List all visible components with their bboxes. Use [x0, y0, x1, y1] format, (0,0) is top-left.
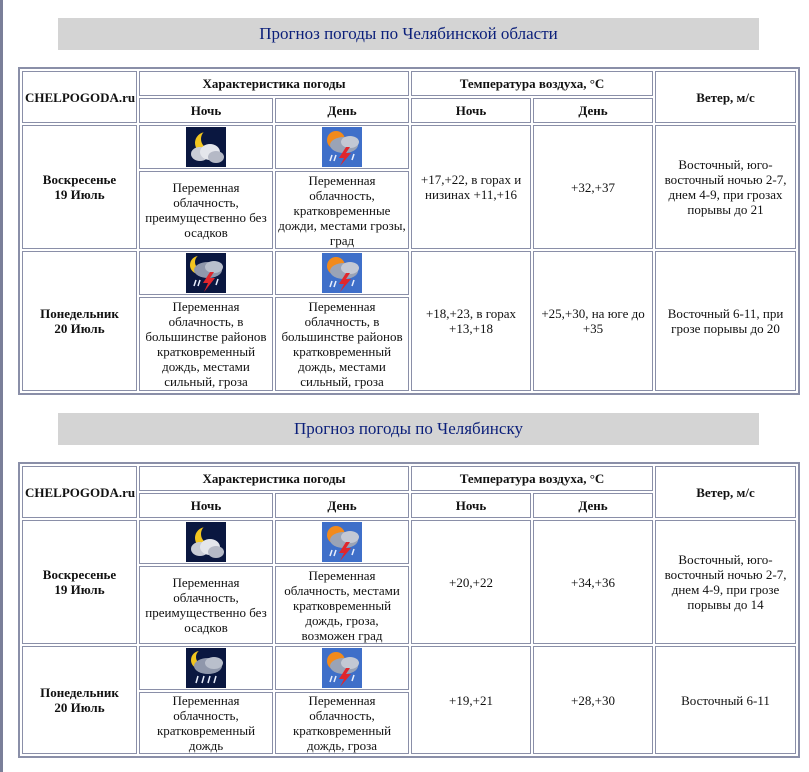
brand-label: CHELPOGODA.ru — [22, 466, 137, 518]
temp-day-value: +25,+30, на юге до +35 — [533, 251, 653, 391]
temp-day-value: +32,+37 — [533, 125, 653, 249]
day-label — [22, 646, 137, 754]
temp-day-header: День — [533, 98, 653, 123]
wind-value: Восточный, юго-восточный ночью 2-7, днем 4-9, при грозе порывы до 14 — [655, 520, 796, 644]
weather-day-header: День — [275, 493, 409, 518]
temperature-header: Температура воздуха, °С — [411, 71, 653, 96]
temp-night-value: +17,+22, в горах и низинах +11,+16 — [411, 125, 531, 249]
temp-day-value: +34,+36 — [533, 520, 653, 644]
weather-night-header: Ночь — [139, 98, 273, 123]
temp-night-value: +19,+21 — [411, 646, 531, 754]
temp-day-value: +28,+30 — [533, 646, 653, 754]
day-label — [22, 520, 137, 644]
temp-day-header: День — [533, 493, 653, 518]
day-description: Переменная облачность, в большинстве районов кратковременный дождь, местами сильный, гроза — [275, 297, 409, 391]
night-description: Переменная облачность, преимущественно без осадков — [139, 566, 273, 644]
temp-night-header: Ночь — [411, 98, 531, 123]
wind-value: Восточный 6-11, при грозе порывы до 20 — [655, 251, 796, 391]
night-description: Переменная облачность, кратковременный дождь — [139, 692, 273, 754]
temp-night-value: +18,+23, в горах +13,+18 — [411, 251, 531, 391]
day-name: Воскресенье — [42, 567, 117, 582]
temp-night-header: Ночь — [411, 493, 531, 518]
wind-header: Ветер, м/с — [655, 71, 796, 123]
temp-night-value: +20,+22 — [411, 520, 531, 644]
day-date: 19 Июль — [54, 187, 105, 202]
day-label — [22, 251, 137, 391]
thunderstorm-sun-icon — [322, 522, 362, 562]
thunderstorm-sun-icon — [322, 127, 362, 167]
section-title-region: Прогноз погоды по Челябинской области — [58, 18, 759, 50]
thunderstorm-sun-icon — [322, 253, 362, 293]
brand-label: CHELPOGODA.ru — [22, 71, 137, 123]
thunderstorm-sun-icon — [322, 648, 362, 688]
day-icon-cell — [275, 251, 409, 295]
day-date: 20 Июль — [54, 700, 105, 715]
night-icon-cell — [139, 251, 273, 295]
wind-header: Ветер, м/с — [655, 466, 796, 518]
weather-day-header: День — [275, 98, 409, 123]
cloudy-moon-icon — [186, 127, 226, 167]
cloudy-moon-icon — [186, 522, 226, 562]
forecast-table-city — [18, 462, 800, 758]
thunderstorm-moon-icon — [186, 253, 226, 293]
wind-value: Восточный, юго-восточный ночью 2-7, днем 4-9, при грозах порывы до 21 — [655, 125, 796, 249]
rain-moon-icon — [186, 648, 226, 688]
day-icon-cell — [275, 125, 409, 169]
night-icon-cell — [139, 646, 273, 690]
section-title-city: Прогноз погоды по Челябинску — [58, 413, 759, 445]
night-description: Переменная облачность, в большинстве районов кратковременный дождь, местами сильный, гроза — [139, 297, 273, 391]
night-icon-cell — [139, 520, 273, 564]
day-name: Понедельник — [40, 306, 119, 321]
day-icon-cell — [275, 646, 409, 690]
weather-night-header: Ночь — [139, 493, 273, 518]
day-icon-cell — [275, 520, 409, 564]
weather-header: Характеристика погоды — [139, 71, 409, 96]
night-icon-cell — [139, 125, 273, 169]
day-date: 20 Июль — [54, 321, 105, 336]
day-description: Переменная облачность, кратковременный дождь, гроза — [275, 692, 409, 754]
night-description: Переменная облачность, преимущественно без осадков — [139, 171, 273, 249]
temperature-header: Температура воздуха, °С — [411, 466, 653, 491]
wind-value: Восточный 6-11 — [655, 646, 796, 754]
day-name: Воскресенье — [42, 172, 117, 187]
day-date: 19 Июль — [54, 582, 105, 597]
day-name: Понедельник — [40, 685, 119, 700]
forecast-table-region — [18, 67, 800, 395]
weather-header: Характеристика погоды — [139, 466, 409, 491]
day-label — [22, 125, 137, 249]
day-description: Переменная облачность, местами кратковременный дождь, гроза, возможен град — [275, 566, 409, 644]
page-left-border — [0, 0, 3, 772]
day-description: Переменная облачность, кратковременные дожди, местами грозы, град — [275, 171, 409, 249]
